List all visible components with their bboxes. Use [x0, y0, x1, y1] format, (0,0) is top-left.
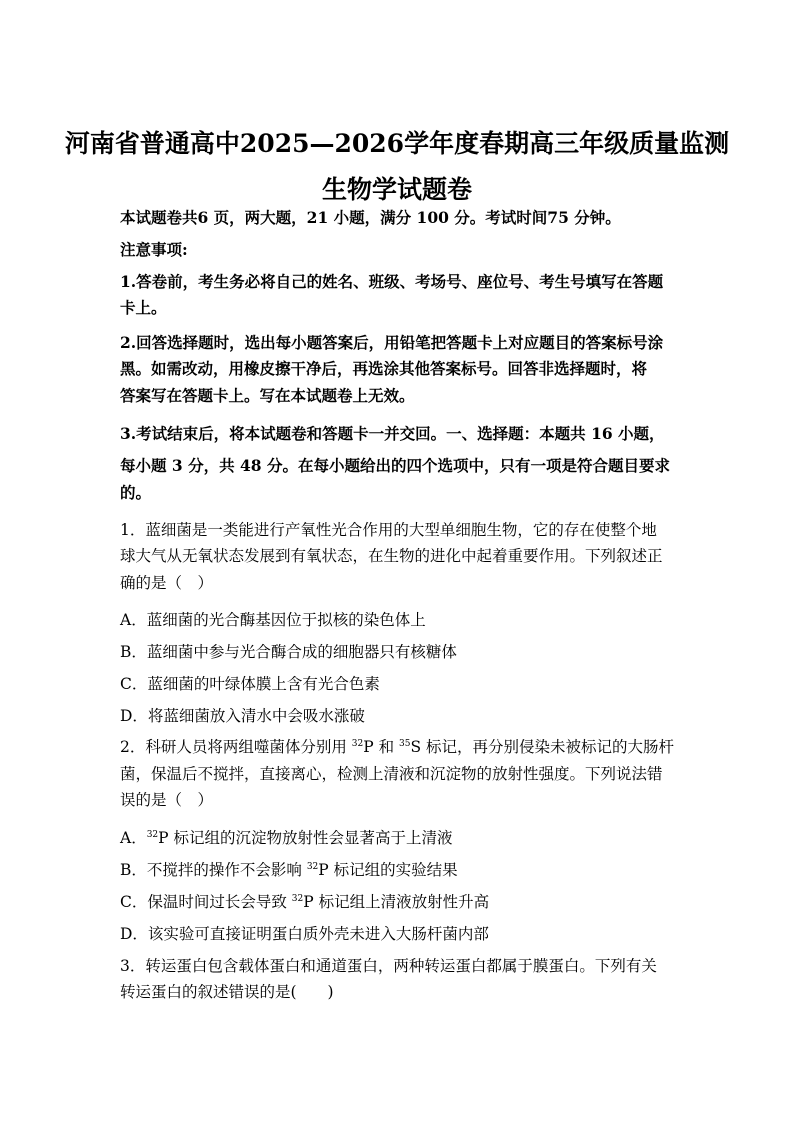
- exam-title: 河南省普通高中2025—2026学年度春期高三年级质量监测: [64, 129, 730, 158]
- q1-stem-line2: 球大气从无氧状态发展到有氧状态，在生物的进化中起着重要作用。下列叙述正: [120, 547, 663, 565]
- note2-line2: 黑。如需改动，用橡皮擦干净后，再选涂其他答案标号。回答非选择题时，将: [120, 359, 648, 378]
- q2-b-prefix: B．不搅拌的操作不会影响: [120, 861, 307, 879]
- q2-b-text: P 标记组的实验结果: [318, 861, 458, 879]
- q2-stem-text-a: 2．科研人员将两组噬菌体分别用: [120, 738, 352, 756]
- q2-c-text: P 标记组上清液放射性升高: [303, 893, 490, 911]
- q2-a-prefix: A．: [120, 829, 147, 847]
- exam-subtitle: 生物学试题卷: [321, 175, 472, 204]
- exam-info: 本试题卷共6 页，两大题，21 小题，满分 100 分。考试时间75 分钟。: [120, 208, 621, 227]
- q2-stem-text-b: P 和: [363, 738, 400, 756]
- q2-c-isotope: 32: [291, 893, 304, 904]
- q2-stem-line1: [120, 737, 676, 757]
- q1-stem-line1: 1．蓝细菌是一类能进行产氧性光合作用的大型单细胞生物，它的存在使整个地: [120, 521, 657, 539]
- q2-b-isotope: 32: [306, 861, 319, 872]
- note3-line1: 3.考试结束后，将本试题卷和答题卡一并交回。一、选择题：本题共 16 小题，: [120, 424, 665, 443]
- q2-c-prefix: C．保温时间过长会导致: [120, 893, 292, 911]
- note3-line3: 的。: [120, 483, 152, 502]
- q2-stem-line3: 误的是（ ）: [120, 791, 214, 809]
- q1-option-b: B．蓝细菌中参与光合酶合成的细胞器只有核糖体: [120, 643, 457, 661]
- q2-stem-line2: 菌，保温后不搅拌，直接离心，检测上清液和沉淀物的放射性强度。下列说法错: [120, 765, 663, 783]
- q2-option-c: [120, 892, 676, 912]
- q2-a-text: P 标记组的沉淀物放射性会显著高于上清液: [158, 829, 453, 847]
- q2-option-a: [120, 828, 676, 848]
- q2-stem-text-c: S 标记，再分别侵染未被标记的大肠杆: [410, 738, 675, 756]
- q2-isotope-p: 32: [351, 738, 364, 749]
- note3-line2: 每小题 3 分，共 48 分。在每小题给出的四个选项中，只有一项是符合题目要求: [120, 456, 670, 475]
- q2-option-b: [120, 860, 676, 880]
- q2-a-isotope: 32: [146, 829, 159, 840]
- q2-isotope-s: 35: [399, 738, 411, 749]
- q1-option-a: A．蓝细菌的光合酶基因位于拟核的染色体上: [120, 611, 426, 629]
- notice-heading: 注意事项:: [120, 240, 188, 259]
- q1-stem-line3: 确的是（ ）: [120, 574, 214, 592]
- note2-line3: 答案写在答题卡上。写在本试题卷上无效。: [120, 386, 415, 405]
- note1-line2: 卡上。: [120, 298, 167, 317]
- note2-line1: 2.回答选择题时，选出每小题答案后，用铅笔把答题卡上对应题目的答案标号涂: [120, 333, 664, 352]
- q1-option-c: C．蓝细菌的叶绿体膜上含有光合色素: [120, 675, 380, 693]
- q2-option-d: D．该实验可直接证明蛋白质外壳未进入大肠杆菌内部: [120, 925, 489, 943]
- q1-option-d: D．将蓝细菌放入清水中会吸水涨破: [120, 707, 365, 725]
- q3-stem-line1: 3．转运蛋白包含载体蛋白和通道蛋白，两种转运蛋白都属于膜蛋白。下列有关: [120, 957, 657, 975]
- note1-line1: 1.答卷前，考生务必将自己的姓名、班级、考场号、座位号、考生号填写在答题: [120, 272, 664, 291]
- q3-stem-line2: 转运蛋白的叙述错误的是( ): [120, 983, 334, 1001]
